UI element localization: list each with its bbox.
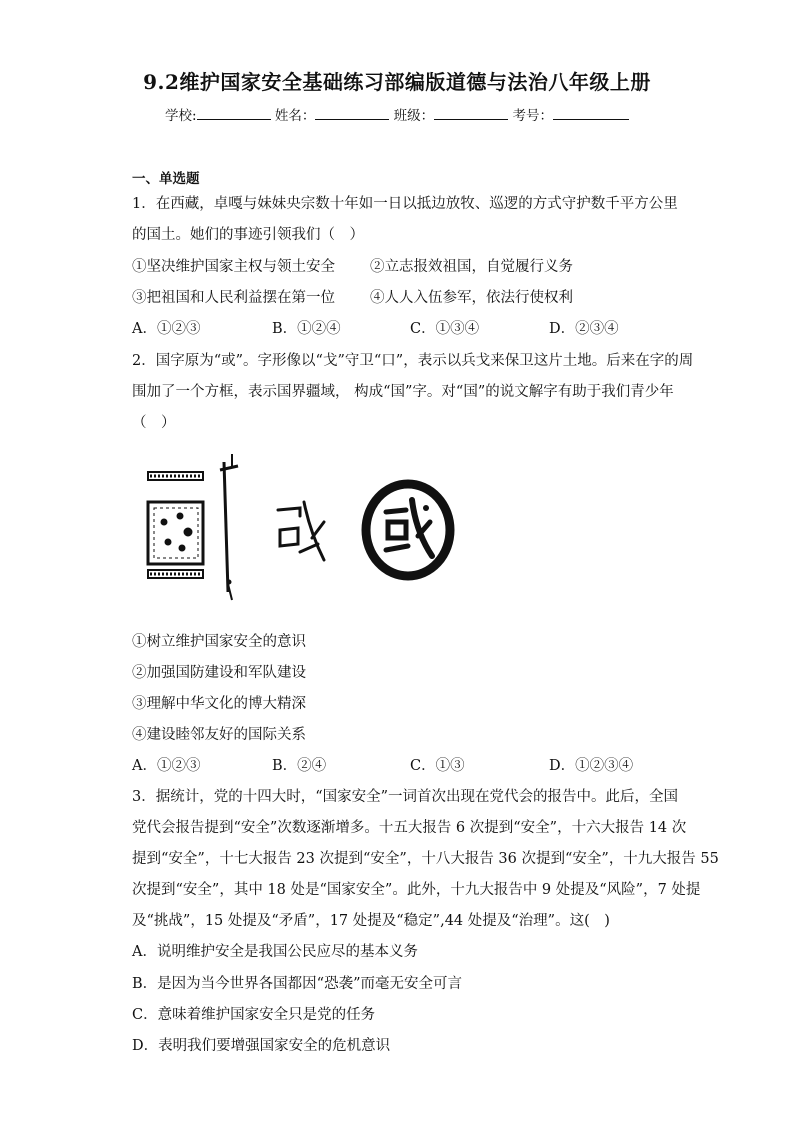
q2-statement-4: ④建设睦邻友好的国际关系 <box>132 727 306 743</box>
q2-statement-2: ②加强国防建设和军队建设 <box>132 665 306 681</box>
name-label: 姓名： <box>274 108 316 124</box>
name-field[interactable] <box>315 105 389 120</box>
q2-option-c[interactable]: C．①③ <box>410 758 465 774</box>
class-field[interactable] <box>434 105 508 120</box>
q1-statement-2: ②立志报效祖国，自觉履行义务 <box>370 259 573 275</box>
q1-stem-line2: 的国土。她们的事迹引领我们（ ） <box>132 227 364 243</box>
q2-statement-1: ①树立维护国家安全的意识 <box>132 634 306 650</box>
q3-option-b[interactable]: B．是因为当今世界各国都因“恐袭”而毫无安全可言 <box>132 976 462 992</box>
q1-statement-3: ③把祖国和人民利益摆在第一位 <box>132 290 335 306</box>
q2-stem-line1: 2．国字原为“或”。字形像以“戈”守卫“口”，表示以兵戈来保卫这片土地。后来在字的周 <box>132 353 694 369</box>
guo-character-evolution-illustration <box>140 452 470 602</box>
q3-stem-line3: 提到“安全”，十七大报告 23 次提到“安全”，十八大报告 36 次提到“安全”，十九大报告 55 <box>132 851 719 867</box>
q2-option-b[interactable]: B．②④ <box>272 758 327 774</box>
q3-option-d[interactable]: D．表明我们要增强国家安全的危机意识 <box>132 1038 391 1054</box>
q1-option-b[interactable]: B．①②④ <box>272 321 341 337</box>
q1-statement-4: ④人人入伍参军，依法行使权利 <box>370 290 573 306</box>
school-field[interactable] <box>197 105 271 120</box>
q2-statement-3: ③理解中华文化的博大精深 <box>132 696 306 712</box>
q2-stem-line2: 围加了一个方框，表示国界疆域， 构成“国”字。对“国”的说文解字有助于我们青少年 <box>132 384 674 400</box>
q2-stem-line3: （ ） <box>132 415 176 431</box>
q3-stem-line4: 次提到“安全”，其中 18 处是“国家安全”。此外，十九大报告中 9 处提及“风险”，7 处提 <box>132 882 701 898</box>
q2-option-d[interactable]: D．①②③④ <box>549 758 634 774</box>
q1-statement-1: ①坚决维护国家主权与领土安全 <box>132 259 335 275</box>
number-label: 考号： <box>512 108 553 124</box>
q1-option-d[interactable]: D．②③④ <box>549 321 619 337</box>
q2-option-a[interactable]: A．①②③ <box>132 758 201 774</box>
page-title: 9.2维护国家安全基础练习部编版道德与法治八年级上册 <box>143 70 651 94</box>
student-info-line <box>0 104 794 124</box>
q1-option-c[interactable]: C．①③④ <box>410 321 480 337</box>
number-field[interactable] <box>553 105 629 120</box>
school-label: 学校: <box>165 108 197 124</box>
section-heading: 一、单选题 <box>132 171 200 187</box>
q3-option-c[interactable]: C．意味着维护国家安全只是党的任务 <box>132 1007 376 1023</box>
guo-glyph-icon <box>366 484 450 576</box>
q1-option-a[interactable]: A．①②③ <box>132 321 201 337</box>
q3-stem-line1: 3．据统计，党的十四大时，“国家安全”一词首次出现在党代会的报告中。此后，全国 <box>132 789 679 805</box>
q1-stem-line1: 1．在西藏，卓嘎与妹妹央宗数十年如一日以抵边放牧、巡逻的方式守护数千平方公里 <box>132 196 678 212</box>
q3-option-a[interactable]: A．说明维护安全是我国公民应尽的基本义务 <box>132 944 418 960</box>
q3-stem-line2: 党代会报告提到“安全”次数逐渐增多。十五大报告 6 次提到“安全”，十六大报告 14 次 <box>132 820 687 836</box>
q3-stem-line5: 及“挑战”，15 处提及“矛盾”，17 处提及“稳定”,44 处提及“治理”。这( ) <box>132 913 610 929</box>
huo-glyph-icon <box>278 502 324 560</box>
bronze-glyph-icon <box>148 454 238 600</box>
class-label: 班级： <box>393 108 435 124</box>
